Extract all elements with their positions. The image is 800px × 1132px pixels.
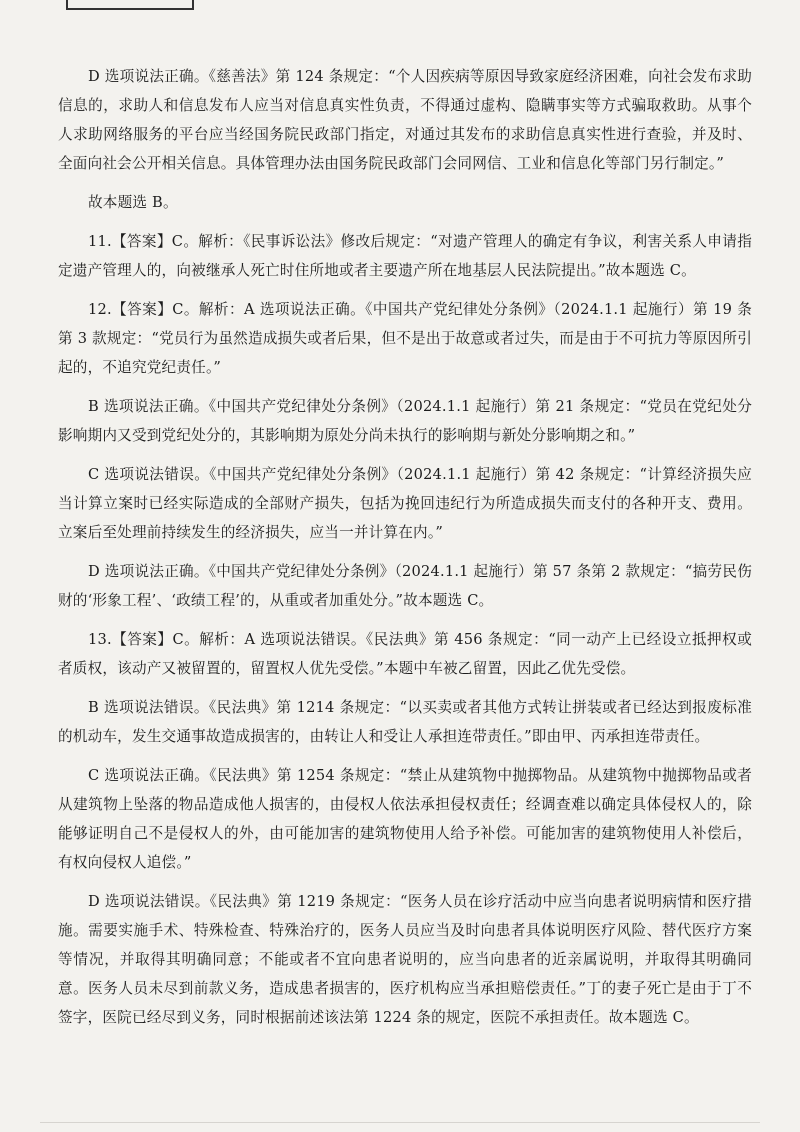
answer-explanation-body <box>58 62 752 1042</box>
paragraph-q13-a: 13.【答案】C。解析：A 选项说法错误。《民法典》第 456 条规定：“同一动产上已经设立抵押权或者质权，该动产又被留置的，留置权人优先受偿。”本题中车被乙留置，因此乙优先受偿。 <box>58 631 752 677</box>
paragraph-q11: 11.【答案】C。解析：《民事诉讼法》修改后规定：“对遗产管理人的确定有争议，利害关系人申请指定遗产管理人的，向被继承人死亡时住所地或者主要遗产所在地基层人民法院提出。”故本题选 C。 <box>58 233 752 279</box>
paragraph-q12-a: 12.【答案】C。解析：A 选项说法正确。《中国共产党纪律处分条例》（2024.1.1 起施行）第 19 条第 3 款规定：“党员行为虽然造成损失或者后果，但不是出于故意或者过失，而是由于不可抗力等原因所引起的，不追究党纪责任。” <box>58 301 752 376</box>
paragraph-answer-b: 故本题选 B。 <box>88 194 178 211</box>
paragraph-q12-b: B 选项说法正确。《中国共产党纪律处分条例》（2024.1.1 起施行）第 21 条规定：“党员在党纪处分影响期内又受到党纪处分的，其影响期为原处分尚未执行的影响期与新处分影响期之和。” <box>58 398 752 444</box>
paragraph-d-charity-law: D 选项说法正确。《慈善法》第 124 条规定：“个人因疾病等原因导致家庭经济困难，向社会发布求助信息的，求助人和信息发布人应当对信息真实性负责，不得通过虚构、隐瞒事实等方式骗取救助。从事个人求助网络服务的平台应当经国务院民政部门指定，对通过其发布的求助信息真实性进行查验，并及时、全面向社会公开相关信息。具体管理办法由国务院民政部门会同网信、工业和信息化等部门另行制定。” <box>58 68 752 172</box>
paragraph-q13-c: C 选项说法正确。《民法典》第 1254 条规定：“禁止从建筑物中抛掷物品。从建筑物中抛掷物品或者从建筑物上坠落的物品造成他人损害的，由侵权人依法承担侵权责任；经调查难以确定具体侵权人的，除能够证明自己不是侵权人的外，由可能加害的建筑物使用人给予补偿。可能加害的建筑物使用人补偿后，有权向侵权人追偿。” <box>58 767 752 871</box>
page-bottom-edge <box>40 1122 760 1123</box>
paragraph-q13-b: B 选项说法错误。《民法典》第 1214 条规定：“以买卖或者其他方式转让拼装或者已经达到报废标准的机动车，发生交通事故造成损害的，由转让人和受让人承担连带责任。”即由甲、丙承担连带责任。 <box>58 699 752 745</box>
paragraph-q13-d: D 选项说法错误。《民法典》第 1219 条规定：“医务人员在诊疗活动中应当向患者说明病情和医疗措施。需要实施手术、特殊检查、特殊治疗的，医务人员应当及时向患者具体说明医疗风险、替代医疗方案等情况，并取得其明确同意；不能或者不宜向患者说明的，应当向患者的近亲属说明，并取得其明确同意。医务人员未尽到前款义务，造成患者损害的，医疗机构应当承担赔偿责任。”丁的妻子死亡是由于丁不签字，医院已经尽到义务，同时根据前述该法第 1224 条的规定，医院不承担责任。故本题选 C。 <box>58 893 752 1026</box>
paragraph-q12-d: D 选项说法正确。《中国共产党纪律处分条例》（2024.1.1 起施行）第 57 条第 2 款规定：“搞劳民伤财的‘形象工程’、‘政绩工程’的，从重或者加重处分。”故本题选 C。 <box>58 563 752 609</box>
header-box-frame <box>66 0 194 10</box>
paragraph-q12-c: C 选项说法错误。《中国共产党纪律处分条例》（2024.1.1 起施行）第 42 条规定：“计算经济损失应当计算立案时已经实际造成的全部财产损失，包括为挽回违纪行为所造成损失而支付的各种开支、费用。立案后至处理前持续发生的经济损失，应当一并计算在内。” <box>58 466 752 541</box>
